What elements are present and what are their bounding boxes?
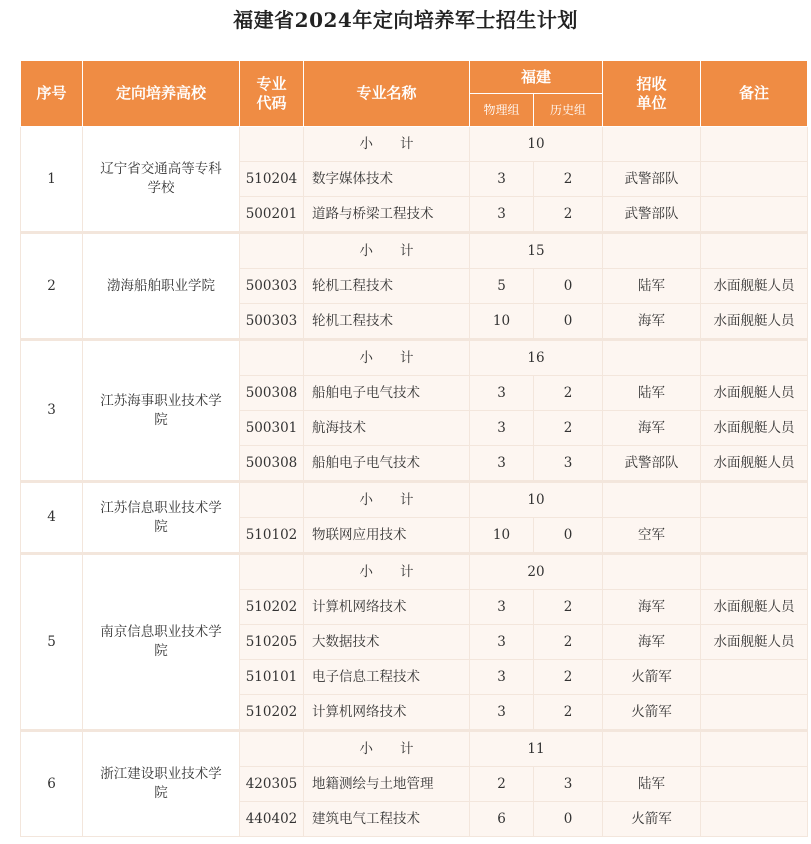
cell-empty	[240, 731, 304, 767]
cell-empty	[701, 340, 808, 376]
cell-unit: 武警部队	[603, 162, 701, 197]
cell-note	[701, 518, 808, 554]
cell-history: 2	[534, 660, 603, 695]
cell-history: 0	[534, 304, 603, 340]
cell-note: 水面舰艇人员	[701, 411, 808, 446]
cell-code: 510205	[240, 625, 304, 660]
cell-code: 510204	[240, 162, 304, 197]
cell-major: 船舶电子电气技术	[304, 446, 470, 482]
row-seq: 4	[21, 482, 83, 554]
cell-physics: 3	[470, 376, 534, 411]
cell-major: 道路与桥梁工程技术	[304, 197, 470, 233]
subtotal-label: 小 计	[304, 233, 470, 269]
header-unit: 招收 单位	[603, 61, 701, 127]
cell-unit: 海军	[603, 304, 701, 340]
cell-empty	[701, 233, 808, 269]
row-seq: 1	[21, 127, 83, 233]
cell-empty	[603, 340, 701, 376]
cell-empty	[240, 482, 304, 518]
cell-empty	[603, 554, 701, 590]
cell-major: 计算机网络技术	[304, 590, 470, 625]
cell-unit: 火箭军	[603, 660, 701, 695]
cell-empty	[701, 482, 808, 518]
subtotal-value: 10	[470, 127, 603, 162]
subtotal-row	[21, 482, 808, 518]
row-school: 江苏信息职业技术学院	[83, 482, 240, 554]
header-province: 福建	[470, 61, 603, 94]
cell-code: 510101	[240, 660, 304, 695]
cell-physics: 3	[470, 695, 534, 731]
cell-physics: 3	[470, 411, 534, 446]
cell-code: 420305	[240, 767, 304, 802]
cell-physics: 3	[470, 590, 534, 625]
subtotal-row	[21, 554, 808, 590]
header-seq: 序号	[21, 61, 83, 127]
row-school: 辽宁省交通高等专科学校	[83, 127, 240, 233]
row-school: 渤海船舶职业学院	[83, 233, 240, 340]
subtotal-value: 11	[470, 731, 603, 767]
cell-physics: 3	[470, 197, 534, 233]
cell-unit: 陆军	[603, 376, 701, 411]
row-school: 浙江建设职业技术学院	[83, 731, 240, 837]
cell-note: 水面舰艇人员	[701, 304, 808, 340]
cell-history: 3	[534, 767, 603, 802]
cell-major: 船舶电子电气技术	[304, 376, 470, 411]
cell-empty	[701, 731, 808, 767]
cell-code: 440402	[240, 802, 304, 837]
cell-history: 0	[534, 518, 603, 554]
cell-note: 水面舰艇人员	[701, 376, 808, 411]
cell-code: 500201	[240, 197, 304, 233]
cell-code: 500308	[240, 446, 304, 482]
cell-physics: 5	[470, 269, 534, 304]
cell-note	[701, 802, 808, 837]
cell-major: 轮机工程技术	[304, 304, 470, 340]
cell-physics: 3	[470, 660, 534, 695]
header-school: 定向培养高校	[83, 61, 240, 127]
subtotal-value: 20	[470, 554, 603, 590]
cell-major: 建筑电气工程技术	[304, 802, 470, 837]
cell-code: 510202	[240, 590, 304, 625]
subtotal-label: 小 计	[304, 482, 470, 518]
cell-empty	[240, 127, 304, 162]
cell-physics: 3	[470, 162, 534, 197]
cell-unit: 武警部队	[603, 197, 701, 233]
cell-unit: 火箭军	[603, 802, 701, 837]
subtotal-label: 小 计	[304, 554, 470, 590]
header-code: 专业 代码	[240, 61, 304, 127]
subtotal-row	[21, 233, 808, 269]
cell-note: 水面舰艇人员	[701, 625, 808, 660]
cell-code: 500301	[240, 411, 304, 446]
row-school: 江苏海事职业技术学院	[83, 340, 240, 482]
subtotal-row	[21, 340, 808, 376]
cell-note: 水面舰艇人员	[701, 446, 808, 482]
cell-code: 510102	[240, 518, 304, 554]
cell-major: 物联网应用技术	[304, 518, 470, 554]
cell-physics: 3	[470, 625, 534, 660]
cell-history: 2	[534, 197, 603, 233]
cell-major: 数字媒体技术	[304, 162, 470, 197]
cell-note	[701, 197, 808, 233]
cell-note	[701, 695, 808, 731]
header-physics: 物理组	[470, 94, 534, 127]
enrollment-table	[20, 60, 808, 837]
subtotal-value: 15	[470, 233, 603, 269]
cell-history: 2	[534, 376, 603, 411]
cell-empty	[240, 554, 304, 590]
cell-history: 2	[534, 411, 603, 446]
cell-note: 水面舰艇人员	[701, 590, 808, 625]
cell-physics: 3	[470, 446, 534, 482]
subtotal-label: 小 计	[304, 127, 470, 162]
cell-note: 水面舰艇人员	[701, 269, 808, 304]
subtotal-value: 16	[470, 340, 603, 376]
cell-code: 500303	[240, 269, 304, 304]
cell-note	[701, 162, 808, 197]
cell-physics: 2	[470, 767, 534, 802]
cell-major: 计算机网络技术	[304, 695, 470, 731]
cell-history: 2	[534, 590, 603, 625]
cell-unit: 陆军	[603, 269, 701, 304]
cell-unit: 海军	[603, 590, 701, 625]
header-history: 历史组	[534, 94, 603, 127]
cell-unit: 武警部队	[603, 446, 701, 482]
subtotal-row	[21, 127, 808, 162]
cell-empty	[240, 340, 304, 376]
cell-physics: 6	[470, 802, 534, 837]
header-major: 专业名称	[304, 61, 470, 127]
cell-unit: 空军	[603, 518, 701, 554]
cell-unit: 海军	[603, 625, 701, 660]
row-seq: 2	[21, 233, 83, 340]
table-body	[21, 127, 808, 837]
row-seq: 6	[21, 731, 83, 837]
cell-empty	[701, 554, 808, 590]
row-school: 南京信息职业技术学院	[83, 554, 240, 731]
cell-code: 500308	[240, 376, 304, 411]
cell-note	[701, 767, 808, 802]
cell-history: 0	[534, 802, 603, 837]
cell-major: 轮机工程技术	[304, 269, 470, 304]
page-title: 福建省2024年定向培养军士招生计划	[233, 8, 578, 32]
cell-unit: 火箭军	[603, 695, 701, 731]
cell-code: 500303	[240, 304, 304, 340]
cell-note	[701, 660, 808, 695]
cell-major: 大数据技术	[304, 625, 470, 660]
row-seq: 5	[21, 554, 83, 731]
cell-history: 0	[534, 269, 603, 304]
cell-empty	[603, 482, 701, 518]
cell-major: 电子信息工程技术	[304, 660, 470, 695]
cell-history: 3	[534, 446, 603, 482]
cell-physics: 10	[470, 304, 534, 340]
cell-empty	[603, 731, 701, 767]
subtotal-label: 小 计	[304, 731, 470, 767]
cell-physics: 10	[470, 518, 534, 554]
subtotal-value: 10	[470, 482, 603, 518]
cell-code: 510202	[240, 695, 304, 731]
cell-empty	[240, 233, 304, 269]
row-seq: 3	[21, 340, 83, 482]
cell-empty	[603, 127, 701, 162]
subtotal-row	[21, 731, 808, 767]
cell-major: 航海技术	[304, 411, 470, 446]
cell-empty	[603, 233, 701, 269]
cell-unit: 海军	[603, 411, 701, 446]
cell-empty	[701, 127, 808, 162]
cell-major: 地籍测绘与土地管理	[304, 767, 470, 802]
cell-unit: 陆军	[603, 767, 701, 802]
cell-history: 2	[534, 695, 603, 731]
cell-history: 2	[534, 625, 603, 660]
subtotal-label: 小 计	[304, 340, 470, 376]
header-note: 备注	[701, 61, 808, 127]
cell-history: 2	[534, 162, 603, 197]
